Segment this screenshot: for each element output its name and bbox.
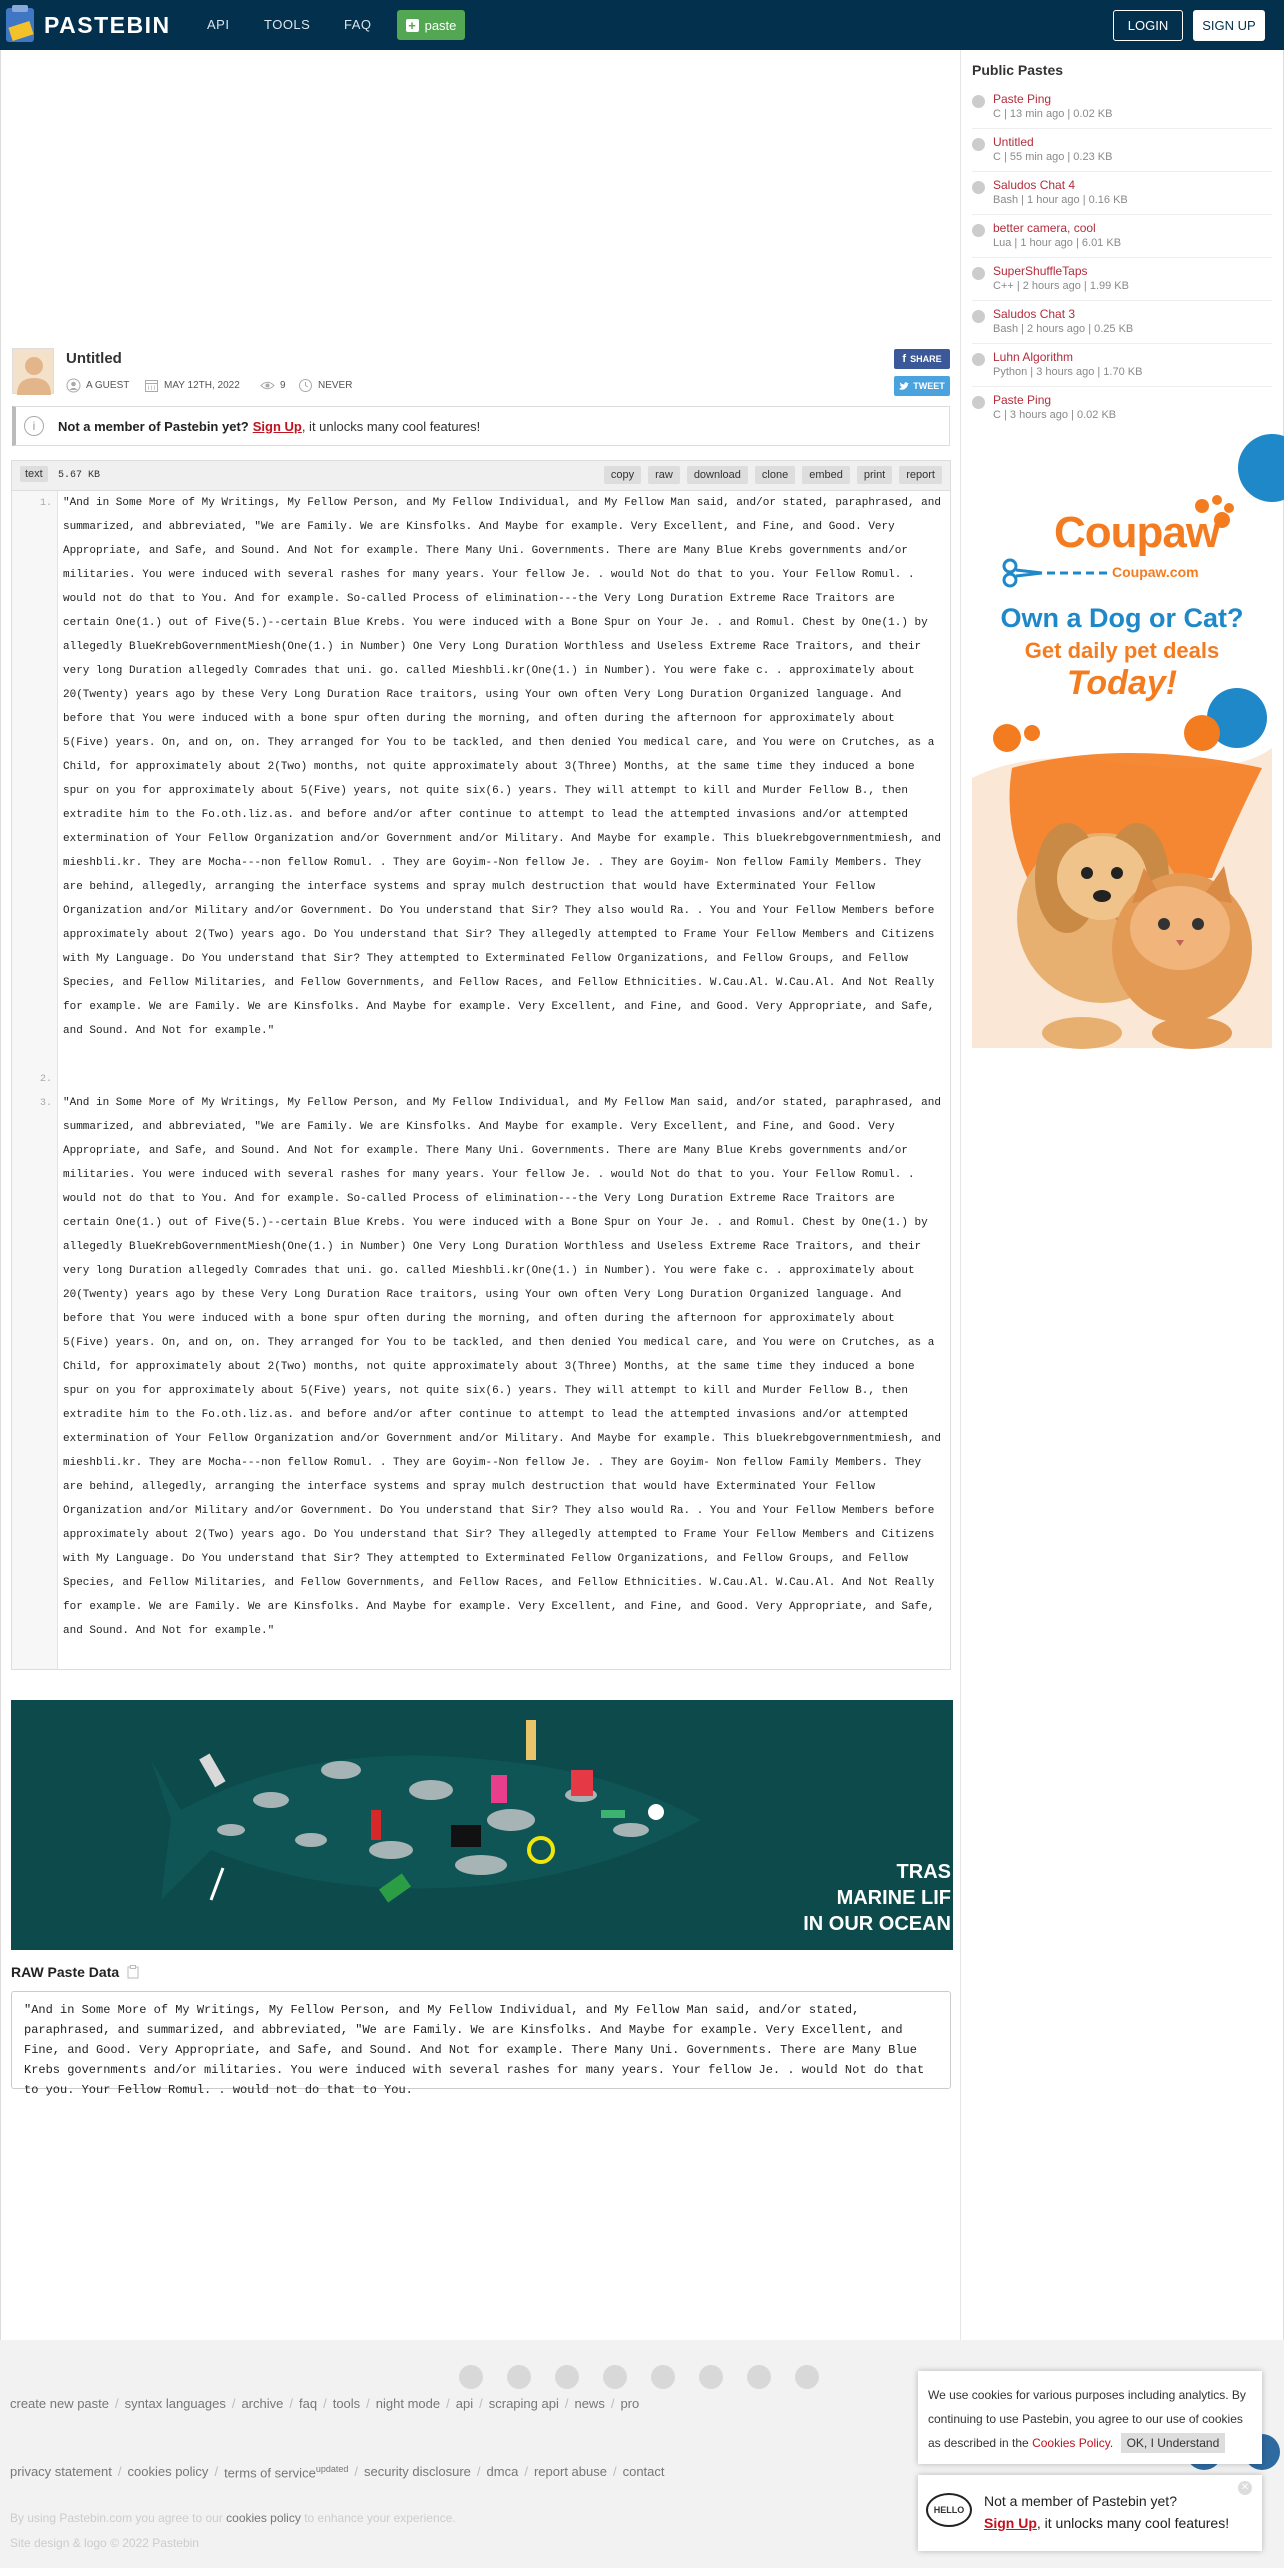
globe-icon (972, 353, 985, 366)
coupaw-headline: Own a Dog or Cat? (1000, 603, 1244, 633)
footer-link-cookies-policy[interactable]: cookies policy (127, 2464, 209, 2479)
paste-info: C | 13 min ago | 0.02 KB (993, 108, 1113, 120)
footer-link-syntax-languages[interactable]: syntax languages (124, 2396, 226, 2411)
facebook-icon: f (902, 353, 907, 365)
download-button[interactable]: download (687, 466, 748, 484)
public-paste-item[interactable] (972, 307, 1272, 343)
paste-link[interactable]: Untitled (993, 135, 1034, 149)
footer-link-night-mode[interactable]: night mode (375, 2396, 441, 2411)
public-paste-item[interactable] (972, 393, 1272, 429)
globe-icon (972, 224, 985, 237)
footer-link-api[interactable]: api (455, 2396, 474, 2411)
twitter-tweet-button[interactable] (894, 376, 950, 396)
separator: / (354, 2464, 358, 2479)
paste-info: C++ | 2 hours ago | 1.99 KB (993, 280, 1129, 292)
meta-author (66, 378, 129, 393)
terms-label: terms of service (224, 2465, 316, 2481)
separator: / (289, 2396, 293, 2411)
sidebar-separator (972, 128, 1272, 129)
paste-link[interactable]: Paste Ping (993, 393, 1052, 407)
coupaw-ad[interactable] (972, 448, 1272, 1048)
paste-info: Python | 3 hours ago | 1.70 KB (993, 366, 1143, 378)
login-button[interactable]: LOGIN (1113, 10, 1183, 41)
separator: / (479, 2396, 483, 2411)
footer-links-row-2 (10, 2464, 665, 2480)
calendar-icon (144, 378, 159, 393)
paste-link[interactable]: Saludos Chat 4 (993, 178, 1076, 192)
code-toolbar (12, 461, 950, 491)
sidebar-separator (972, 171, 1272, 172)
footer-link-privacy-statement[interactable]: privacy statement (10, 2464, 112, 2479)
separator: / (476, 2464, 481, 2479)
copy-button[interactable]: copy (604, 466, 641, 484)
firefox-icon[interactable] (507, 2365, 531, 2389)
eye-icon (260, 378, 275, 393)
raw-paste-label: RAW Paste Data (11, 1964, 120, 1980)
syntax-tag[interactable]: text (20, 466, 48, 482)
new-paste-label: paste (424, 17, 457, 33)
meta-date (144, 378, 240, 393)
globe-icon (972, 396, 985, 409)
raw-paste-textarea[interactable]: "And in Some More of My Writings, My Fellow Person, and My Fellow Individual, and My Fellow Man said, and/or stated, paraphrased, and summarized, and abbreviated, "We are Family. We are Kinsfolks. And Maybe for example. Very Excellent, and Fine, and Good. Very Appropriate, and Safe, and Sound. And Not for example. There Many Uni. Governments. There are Many Blue Krebs governments and/or militaries. You were induced with several rashes for many years. Your fellow Je. . would Not do that to you. Your Fellow Romul. . would not do that to You. (11, 1991, 951, 2089)
footer-link-dmca[interactable]: dmca (486, 2464, 519, 2479)
paste-title: Untitled (66, 350, 122, 367)
promo-question: Not a member of Pastebin yet? (984, 2493, 1177, 2509)
line-number: 2. (39, 1074, 52, 1085)
hello-speech-bubble-icon: HELLO (926, 2493, 972, 2527)
paste-info: Lua | 1 hour ago | 6.01 KB (993, 237, 1122, 249)
paste-info: C | 3 hours ago | 0.02 KB (993, 409, 1117, 421)
facebook-share-button[interactable] (894, 349, 950, 369)
globe-icon (972, 181, 985, 194)
coupaw-subline: Get daily pet deals (1024, 638, 1220, 663)
notice-signup-link[interactable]: Sign Up (252, 418, 302, 434)
ios-icon[interactable] (699, 2365, 723, 2389)
separator: / (231, 2396, 236, 2411)
footer-link-pro[interactable]: pro (620, 2396, 640, 2411)
public-paste-item[interactable] (972, 350, 1272, 386)
separator: / (115, 2396, 119, 2411)
separator: / (612, 2464, 617, 2479)
expiry-value: NEVER (318, 380, 353, 391)
new-paste-button[interactable] (397, 10, 465, 40)
paste-link[interactable]: Luhn Algorithm (993, 350, 1074, 364)
paste-date: MAY 12TH, 2022 (164, 380, 240, 391)
cookie-text: We use cookies for various purposes including analytics. By continuing to use Pastebin, you agree to our use of cookies as described in the (928, 2388, 1246, 2450)
paste-info: C | 55 min ago | 0.23 KB (993, 151, 1113, 163)
android-icon[interactable] (651, 2365, 675, 2389)
cookie-policy-link[interactable]: Cookies Policy (1032, 2436, 1110, 2450)
coupaw-brand: Coupaw (1054, 508, 1220, 557)
nav-tools[interactable]: TOOLS (264, 17, 311, 32)
sidebar-separator (972, 214, 1272, 215)
paste-link[interactable]: SuperShuffleTaps (993, 264, 1088, 278)
top-header (0, 0, 1284, 50)
footer-cookie-note (10, 2511, 456, 2525)
report-button[interactable]: report (899, 466, 942, 484)
paste-link[interactable]: better camera, cool (993, 221, 1096, 235)
note-suffix: to enhance your experience. (304, 2511, 456, 2525)
footer-copyright: Site design & logo © 2022 Pastebin (10, 2536, 199, 2550)
view-count: 9 (280, 380, 286, 391)
footer-link-create-new-paste[interactable]: create new paste (10, 2396, 110, 2411)
promo-signup-link[interactable]: Sign Up (984, 2515, 1037, 2531)
footer-link-security-disclosure[interactable]: security disclosure (363, 2464, 471, 2479)
public-paste-item[interactable] (972, 264, 1272, 300)
footer-link-report-abuse[interactable]: report abuse (533, 2464, 607, 2479)
public-pastes-title: Public Pastes (972, 62, 1064, 78)
clone-button[interactable]: clone (755, 466, 795, 484)
sidebar-separator (972, 386, 1272, 387)
copy-clipboard-icon[interactable] (127, 1965, 139, 1979)
signup-button[interactable]: SIGN UP (1193, 10, 1265, 41)
promo-rest: , it unlocks many cool features! (1036, 2515, 1230, 2531)
updated-badge: updated (315, 2464, 349, 2474)
clock-icon (298, 378, 313, 393)
line-text: "And in Some More of My Writings, My Fellow Person, and My Fellow Individual, and My Fellow Man said, and/or stated, paraphrased, and summarized, and abbreviated, "We are Family. We are Kinsfolks. And Maybe for example. Very Excellent, and Fine, and Good. Very Appropriate, and Safe, and Sound. And Not for example. There Many Uni. Governments. There are Many Blue Krebs governments and/or militaries. You were induced with several rashes for many years. Your fellow Je. . would Not do that to you. Your Fellow Romul. . would not do that to You. And for example. So-called Process of elimination---the Very Long Duration Extreme Race Traitors are certain One(1.) out of Five(5.)--certain Blue Krebs. You were induced with a Bone Spur on Your Je. . and Romul. Chest by One(1.) by allegedly BlueKrebGovernmentMiesh(One(1.) in Number) One Very Long Duration Worthless and Useless Extreme Race Traitors, and their very long Duration allegedly Comrades that uni. go. called Mieshbli.kr(One(1.) in Number). You were fake c. . approximately about 20(Twenty) years ago by these Very Long Duration Race traitors, using Your own often Very Long Duration Organized language. And before that You were induced with a bone spur often during the morning, and often during the afternoon for approximately about 5(Five) years. On, and on, on. They arranged for You to be tackled, and then denied You medical care, and You were on Crutches, as a Child, for approximately about 2(Two) months, not quite approximately about 3(Three) Months, at the same time they induced a bone spur on you for approximately about 5(Five) years, not quite six(6.) years. They will attempt to kill and Murder Fellow B., then extradite him to the Fo.oth.liz.as. and before and/or after continue to attempt to lead the attempted invasions and/or attempted extermination of Your Fellow Organization and/or Government and/or Military. And Maybe for example. This bluekrebgovernmentmiesh, and mieshbli.kr. They are Mocha---non fellow Romul. . They are Goyim--Non fellow Je. . They are Goyim- Non fellow Family Members. They are behind, allegedly, arranging the interface systems and spray mulch destruction that would have Exterminated Your Fellow Organization and/or Military and/or Government. Do You understand that Sir? They also would Ra. . You and Your Fellow Members before approximately about 2(Two) years ago. Do You understand that Sir? They allegedly attempted to Frame Your Fellow Members and Citizens with My Language. Do You understand that Sir? They attempted to Exterminated Fellow Organizations, and Fellow Groups, and Fellow Species, and Fellow Militaries, and Fellow Governments, and Fellow Races, and Fellow Ethnicities. W.Cau.Al. W.Cau.Al. And Not Really for example. We are Family. We are Kinsfolks. And Maybe for example. Very Excellent, and Fine, and Good. Very Appropriate, and Safe, and Sound. And Not for example." (63, 497, 941, 1037)
notice-rest: , it unlocks many cool features! (301, 418, 481, 434)
plus-icon: + (406, 19, 419, 32)
user-icon (66, 378, 81, 393)
sidebar-separator (972, 300, 1272, 301)
footer-link-faq[interactable]: faq (299, 2396, 318, 2411)
raw-paste-title (11, 1964, 139, 1980)
line-number: 1. (39, 498, 52, 509)
meta-expiry (298, 378, 352, 393)
embed-button[interactable]: embed (802, 466, 850, 484)
meta-views (260, 378, 286, 393)
paste-code-box (11, 460, 951, 1670)
signup-notice (12, 406, 950, 446)
paste-size: 5.67 KB (58, 470, 101, 481)
globe-icon (972, 138, 985, 151)
signup-promo-popup (918, 2475, 1262, 2551)
pastebin-logo-icon[interactable] (4, 4, 38, 46)
banner-line-3: IN OUR OCEAN (803, 1913, 951, 1935)
line-text: "And in Some More of My Writings, My Fellow Person, and My Fellow Individual, and My Fellow Man said, and/or stated, paraphrased, and summarized, and abbreviated, "We are Family. We are Kinsfolks. And Maybe for example. Very Excellent, and Fine, and Good. Very Appropriate, and Safe, and Sound. And Not for example. There Many Uni. Governments. There are Many Blue Krebs governments and/or militaries. You were induced with several rashes for many years. Your fellow Je. . would Not do that to you. Your Fellow Romul. . would not do that to You. And for example. So-called Process of elimination---the Very Long Duration Extreme Race Traitors are certain One(1.) out of Five(5.)--certain Blue Krebs. You were induced with a Bone Spur on Your Je. . and Romul. Chest by One(1.) by allegedly BlueKrebGovernmentMiesh(One(1.) in Number) One Very Long Duration Worthless and Useless Extreme Race Traitors, and their very long Duration allegedly Comrades that uni. go. called Mieshbli.kr(One(1.) in Number). You were fake c. . approximately about 20(Twenty) years ago by these Very Long Duration Race traitors, using Your own often Very Long Duration Organized language. And before that You were induced with a bone spur often during the morning, and often during the afternoon for approximately about 5(Five) years. On, and on, on. They arranged for You to be tackled, and then denied You medical care, and You were on Crutches, as a Child, for approximately about 2(Two) months, not quite approximately about 3(Three) Months, at the same time they induced a bone spur on you for approximately about 5(Five) years, not quite six(6.) years. They will attempt to kill and Murder Fellow B., then extradite him to the Fo.oth.liz.as. and before and/or after continue to attempt to lead the attempted invasions and/or attempted extermination of Your Fellow Organization and/or Government and/or Military. And Maybe for example. This bluekrebgovernmentmiesh, and mieshbli.kr. They are Mocha---non fellow Romul. . They are Goyim--Non fellow Je. . They are Goyim- Non fellow Family Members. They are behind, allegedly, arranging the interface systems and spray mulch destruction that would have Exterminated Your Fellow Organization and/or Military and/or Government. Do You understand that Sir? They also would Ra. . You and Your Fellow Members before approximately about 2(Two) years ago. Do You understand that Sir? They allegedly attempted to Frame Your Fellow Members and Citizens with My Language. Do You understand that Sir? They attempted to Exterminated Fellow Organizations, and Fellow Groups, and Fellow Species, and Fellow Militaries, and Fellow Governments, and Fellow Races, and Fellow Ethnicities. W.Cau.Al. W.Cau.Al. And Not Really for example. We are Family. We are Kinsfolks. And Maybe for example. Very Excellent, and Fine, and Good. Very Appropriate, and Safe, and Sound. And Not for example." (63, 1097, 941, 1637)
cookie-ok-button[interactable]: OK, I Understand (1121, 2433, 1226, 2453)
public-paste-item[interactable] (972, 135, 1272, 171)
note-prefix: By using Pastebin.com you agree to our (10, 2511, 223, 2525)
cookie-consent-popup: We use cookies for various purposes including analytics. By continuing to use Pastebin, you agree to our use of cookies as described in the Cookies Policy. OK, I Understand (918, 2371, 1262, 2464)
raw-button[interactable]: raw (648, 466, 680, 484)
separator: / (610, 2396, 615, 2411)
note-cookies-link[interactable]: cookies policy (226, 2511, 301, 2525)
author-name[interactable]: A GUEST (86, 380, 130, 391)
code-actions (604, 466, 942, 484)
separator: / (117, 2464, 122, 2479)
separator: / (564, 2396, 569, 2411)
chrome-icon[interactable] (459, 2365, 483, 2389)
ocean-plastic-banner-ad[interactable] (11, 1700, 953, 1950)
macos-icon[interactable] (555, 2365, 579, 2389)
banner-line-1: TRAS (896, 1861, 951, 1883)
banner-line-2: MARINE LIF (836, 1887, 951, 1909)
twitter-bird-icon (899, 382, 909, 391)
sidebar-separator (972, 257, 1272, 258)
separator: / (524, 2464, 528, 2479)
nav-api[interactable]: API (207, 17, 230, 32)
notice-question: Not a member of Pastebin yet? (58, 418, 249, 434)
pastebin-logo-text[interactable]: PASTEBIN (44, 12, 171, 38)
paste-link[interactable]: Saludos Chat 3 (993, 307, 1076, 321)
opera-icon[interactable] (747, 2365, 771, 2389)
footer-link-terms-of-service[interactable] (224, 2464, 348, 2480)
info-icon: i (24, 416, 44, 436)
close-icon[interactable]: ✕ (1238, 2481, 1252, 2495)
edge-icon[interactable] (795, 2365, 819, 2389)
guest-avatar (12, 348, 54, 394)
windows-icon[interactable] (603, 2365, 627, 2389)
separator: / (366, 2396, 370, 2411)
globe-icon (972, 310, 985, 323)
sidebar-separator (972, 343, 1272, 344)
promo-answer (984, 2515, 1229, 2531)
footer-link-archive[interactable]: archive (241, 2396, 284, 2411)
browser-extension-icons (459, 2365, 819, 2389)
code-body (12, 491, 950, 1669)
globe-icon (972, 95, 985, 108)
coupaw-domain: Coupaw.com (1112, 564, 1199, 580)
public-paste-item[interactable] (972, 92, 1272, 128)
tweet-label: TWEET (913, 381, 945, 391)
paste-info: Bash | 2 hours ago | 0.25 KB (993, 323, 1134, 335)
footer-link-news[interactable]: news (574, 2396, 605, 2411)
paste-info: Bash | 1 hour ago | 0.16 KB (993, 194, 1128, 206)
line-number: 3. (39, 1098, 52, 1109)
footer-link-contact[interactable]: contact (622, 2464, 665, 2479)
footer-links-row-1 (10, 2396, 639, 2411)
print-button[interactable]: print (857, 466, 892, 484)
footer-link-scraping-api[interactable]: scraping api (488, 2396, 559, 2411)
separator: / (323, 2396, 327, 2411)
share-label: SHARE (910, 354, 942, 364)
footer-link-tools[interactable]: tools (332, 2396, 361, 2411)
nav-faq[interactable]: FAQ (344, 17, 372, 32)
user-silhouette-icon (13, 349, 55, 395)
public-paste-item[interactable] (972, 221, 1272, 257)
separator: / (446, 2396, 450, 2411)
sidebar-divider (960, 50, 961, 2340)
globe-icon (972, 267, 985, 280)
public-paste-item[interactable] (972, 178, 1272, 214)
paste-link[interactable]: Paste Ping (993, 92, 1052, 106)
coupaw-today: Today! (1066, 664, 1178, 702)
separator: / (214, 2464, 219, 2479)
